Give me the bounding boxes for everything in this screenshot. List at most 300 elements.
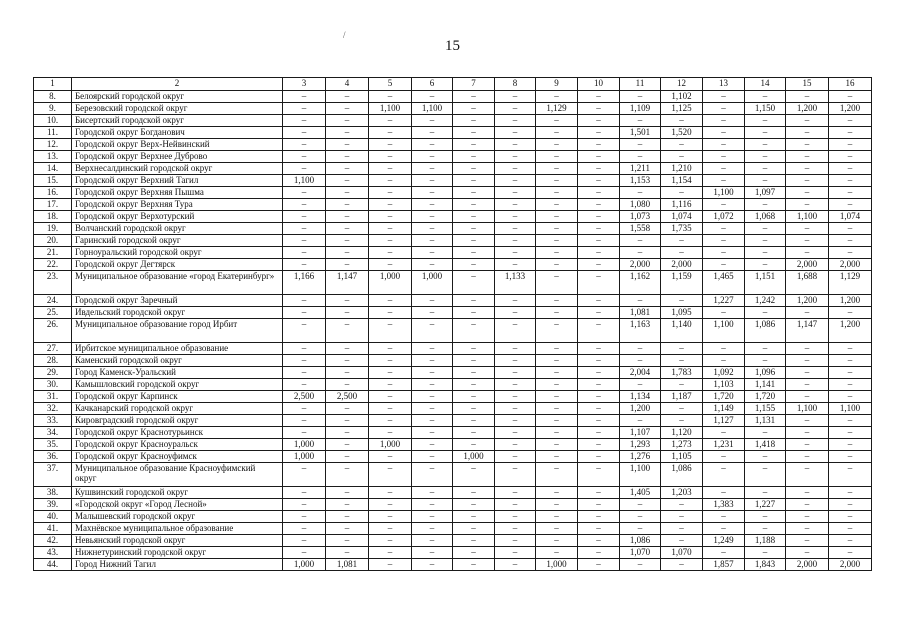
value-cell: 1,102 [661, 91, 703, 103]
value-cell: – [453, 319, 495, 343]
value-cell: – [578, 175, 620, 187]
value-cell: – [578, 523, 620, 535]
value-cell: 1,081 [620, 307, 661, 319]
value-cell: – [703, 259, 745, 271]
value-cell: – [412, 547, 453, 559]
value-cell: – [283, 535, 326, 547]
value-cell: – [326, 367, 369, 379]
value-cell: 1,200 [786, 295, 829, 307]
value-cell: – [578, 463, 620, 487]
value-cell: – [578, 535, 620, 547]
value-cell: 1,125 [661, 103, 703, 115]
value-cell: – [453, 343, 495, 355]
value-cell: 1,000 [283, 451, 326, 463]
value-cell: – [661, 523, 703, 535]
value-cell: – [829, 187, 872, 199]
value-cell: – [536, 91, 578, 103]
value-cell: 1,000 [536, 559, 578, 571]
value-cell: – [453, 91, 495, 103]
municipality-name: Камышловский городской округ [72, 379, 283, 391]
header-row [34, 78, 872, 91]
value-cell: – [453, 487, 495, 499]
value-cell: – [283, 343, 326, 355]
value-cell: – [283, 91, 326, 103]
municipality-name: Качканарский городской округ [72, 403, 283, 415]
value-cell: – [829, 163, 872, 175]
municipality-name: Городской округ Карпинск [72, 391, 283, 403]
value-cell: 1,227 [703, 295, 745, 307]
row-number: 18. [34, 211, 72, 223]
value-cell: – [283, 427, 326, 439]
value-cell: – [453, 271, 495, 295]
table-row [34, 307, 872, 319]
value-cell: – [578, 187, 620, 199]
value-cell: – [578, 379, 620, 391]
value-cell: – [326, 463, 369, 487]
value-cell: – [745, 511, 786, 523]
value-cell: – [326, 511, 369, 523]
value-cell: – [283, 511, 326, 523]
value-cell: 1,127 [703, 415, 745, 427]
value-cell: – [578, 427, 620, 439]
value-cell: – [829, 547, 872, 559]
value-cell: – [495, 199, 536, 211]
value-cell: – [536, 235, 578, 247]
value-cell: 1,150 [745, 103, 786, 115]
table-row [34, 271, 872, 295]
value-cell: – [283, 367, 326, 379]
column-header-16: 16 [829, 78, 872, 91]
value-cell: – [578, 139, 620, 151]
value-cell: – [453, 523, 495, 535]
value-cell: – [578, 415, 620, 427]
value-cell: – [283, 163, 326, 175]
value-cell: – [369, 343, 412, 355]
value-cell: – [578, 247, 620, 259]
value-cell: – [453, 235, 495, 247]
value-cell: – [412, 307, 453, 319]
value-cell: – [578, 355, 620, 367]
value-cell: – [495, 91, 536, 103]
value-cell: 1,188 [745, 535, 786, 547]
value-cell: – [536, 379, 578, 391]
value-cell: – [453, 175, 495, 187]
table-row [34, 91, 872, 103]
table-row [34, 187, 872, 199]
value-cell: – [829, 343, 872, 355]
value-cell: – [578, 499, 620, 511]
row-number: 36. [34, 451, 72, 463]
value-cell: – [786, 187, 829, 199]
row-number: 28. [34, 355, 72, 367]
value-cell: – [283, 523, 326, 535]
value-cell: – [412, 319, 453, 343]
row-number: 39. [34, 499, 72, 511]
value-cell: 1,109 [620, 103, 661, 115]
value-cell: – [703, 355, 745, 367]
value-cell: – [829, 427, 872, 439]
value-cell: – [412, 511, 453, 523]
table-row [34, 463, 872, 487]
value-cell: 1,068 [745, 211, 786, 223]
value-cell: 1,000 [283, 439, 326, 451]
value-cell: – [745, 223, 786, 235]
value-cell: – [412, 415, 453, 427]
row-number: 10. [34, 115, 72, 127]
value-cell: – [578, 451, 620, 463]
value-cell: – [326, 259, 369, 271]
column-header-7: 7 [453, 78, 495, 91]
value-cell: – [369, 547, 412, 559]
row-number: 21. [34, 247, 72, 259]
value-cell: – [369, 499, 412, 511]
value-cell: – [369, 295, 412, 307]
value-cell: 1,418 [745, 439, 786, 451]
value-cell: 1,080 [620, 199, 661, 211]
value-cell: – [829, 379, 872, 391]
page-number: 15 [445, 38, 460, 54]
municipality-name: Кировградский городской округ [72, 415, 283, 427]
value-cell: 1,211 [620, 163, 661, 175]
value-cell: 1,103 [703, 379, 745, 391]
column-header-11: 11 [620, 78, 661, 91]
value-cell: – [786, 535, 829, 547]
value-cell: 1,100 [283, 175, 326, 187]
value-cell: – [453, 535, 495, 547]
value-cell: – [536, 487, 578, 499]
value-cell: – [495, 463, 536, 487]
row-number: 16. [34, 187, 72, 199]
value-cell: – [745, 355, 786, 367]
value-cell: 1,072 [703, 211, 745, 223]
row-number: 27. [34, 343, 72, 355]
value-cell: – [661, 247, 703, 259]
value-cell: – [829, 115, 872, 127]
value-cell: – [786, 439, 829, 451]
value-cell: – [536, 367, 578, 379]
table-row [34, 151, 872, 163]
value-cell: – [453, 547, 495, 559]
value-cell: – [283, 139, 326, 151]
value-cell: 1,720 [703, 391, 745, 403]
value-cell: 1,200 [620, 403, 661, 415]
value-cell: – [786, 427, 829, 439]
value-cell: – [703, 151, 745, 163]
value-cell: – [536, 463, 578, 487]
municipality-name: Гаринский городской округ [72, 235, 283, 247]
municipality-name: Кушвинский городской округ [72, 487, 283, 499]
value-cell: 1,383 [703, 499, 745, 511]
value-cell: 1,276 [620, 451, 661, 463]
value-cell: – [578, 559, 620, 571]
value-cell: – [412, 427, 453, 439]
value-cell: – [703, 511, 745, 523]
value-cell: – [536, 115, 578, 127]
value-cell: – [578, 235, 620, 247]
value-cell: – [283, 403, 326, 415]
value-cell: 1,249 [703, 535, 745, 547]
value-cell: 1,151 [745, 271, 786, 295]
value-cell: – [326, 379, 369, 391]
value-cell: – [283, 463, 326, 487]
municipality-name: Городской округ Верхнее Дуброво [72, 151, 283, 163]
value-cell: – [745, 163, 786, 175]
value-cell: – [786, 91, 829, 103]
value-cell: – [745, 259, 786, 271]
value-cell: – [453, 391, 495, 403]
value-cell: – [536, 319, 578, 343]
value-cell: – [453, 439, 495, 451]
value-cell: – [661, 355, 703, 367]
value-cell: – [620, 151, 661, 163]
value-cell: 1,783 [661, 367, 703, 379]
table-row [34, 103, 872, 115]
value-cell: – [369, 115, 412, 127]
value-cell: 1,187 [661, 391, 703, 403]
row-number: 22. [34, 259, 72, 271]
value-cell: – [578, 403, 620, 415]
value-cell: – [495, 115, 536, 127]
value-cell: – [412, 199, 453, 211]
value-cell: – [453, 127, 495, 139]
value-cell: – [786, 223, 829, 235]
value-cell: – [453, 103, 495, 115]
value-cell: – [661, 403, 703, 415]
value-cell: – [786, 127, 829, 139]
row-number: 29. [34, 367, 72, 379]
value-cell: 1,133 [495, 271, 536, 295]
row-number: 30. [34, 379, 72, 391]
municipality-name: Нижнетуринский городской округ [72, 547, 283, 559]
municipality-name: «Городской округ «Город Лесной» [72, 499, 283, 511]
value-cell: – [495, 295, 536, 307]
table-row [34, 199, 872, 211]
municipality-name: Городской округ Богданович [72, 127, 283, 139]
value-cell: – [536, 391, 578, 403]
column-header-8: 8 [495, 78, 536, 91]
value-cell: – [829, 355, 872, 367]
value-cell: 1,293 [620, 439, 661, 451]
table-row [34, 223, 872, 235]
municipality-name: Городской округ Верх-Нейвинский [72, 139, 283, 151]
value-cell: – [412, 463, 453, 487]
municipality-name: Малышевский городской округ [72, 511, 283, 523]
municipality-name: Муниципальное образование «город Екатеринбург» [72, 271, 283, 295]
value-cell: – [412, 535, 453, 547]
value-cell: 1,200 [829, 103, 872, 115]
value-cell: – [829, 307, 872, 319]
value-cell: – [412, 355, 453, 367]
value-cell: 1,200 [829, 295, 872, 307]
value-cell: 1,100 [786, 211, 829, 223]
value-cell: 2,000 [786, 259, 829, 271]
value-cell: – [829, 175, 872, 187]
value-cell: – [453, 115, 495, 127]
value-cell: – [453, 355, 495, 367]
row-number: 24. [34, 295, 72, 307]
value-cell: – [578, 319, 620, 343]
row-number: 35. [34, 439, 72, 451]
value-cell: – [326, 451, 369, 463]
value-cell: – [620, 235, 661, 247]
value-cell: 1,200 [829, 319, 872, 343]
value-cell: – [703, 547, 745, 559]
value-cell: – [326, 499, 369, 511]
value-cell: – [453, 247, 495, 259]
municipality-name: Муниципальное образование город Ирбит [72, 319, 283, 343]
value-cell: – [829, 235, 872, 247]
value-cell: – [369, 379, 412, 391]
value-cell: – [326, 247, 369, 259]
value-cell: – [412, 175, 453, 187]
value-cell: 1,070 [661, 547, 703, 559]
value-cell: – [786, 415, 829, 427]
value-cell: – [745, 463, 786, 487]
value-cell: – [829, 451, 872, 463]
value-cell: – [745, 91, 786, 103]
value-cell: – [578, 487, 620, 499]
value-cell: – [495, 211, 536, 223]
row-number: 9. [34, 103, 72, 115]
value-cell: – [369, 199, 412, 211]
value-cell: – [326, 91, 369, 103]
value-cell: – [703, 247, 745, 259]
value-cell: – [369, 367, 412, 379]
table-row [34, 499, 872, 511]
value-cell: – [453, 307, 495, 319]
value-cell: – [578, 271, 620, 295]
value-cell: – [829, 139, 872, 151]
value-cell: – [829, 511, 872, 523]
table-row [34, 391, 872, 403]
value-cell: – [786, 451, 829, 463]
value-cell: 1,096 [745, 367, 786, 379]
value-cell: – [536, 199, 578, 211]
value-cell: – [369, 187, 412, 199]
value-cell: 1,141 [745, 379, 786, 391]
value-cell: – [283, 319, 326, 343]
value-cell: – [495, 103, 536, 115]
value-cell: – [369, 415, 412, 427]
value-cell: 1,095 [661, 307, 703, 319]
value-cell: – [536, 187, 578, 199]
value-cell: – [326, 439, 369, 451]
value-cell: – [661, 499, 703, 511]
value-cell: 1,129 [536, 103, 578, 115]
value-cell: – [283, 115, 326, 127]
value-cell: – [578, 127, 620, 139]
row-number: 41. [34, 523, 72, 535]
value-cell: 1,000 [369, 271, 412, 295]
municipality-name: Городской округ Верхняя Пышма [72, 187, 283, 199]
value-cell: – [829, 463, 872, 487]
value-cell: 1,100 [703, 187, 745, 199]
value-cell: – [786, 163, 829, 175]
table-row [34, 259, 872, 271]
value-cell: – [453, 151, 495, 163]
row-number: 17. [34, 199, 72, 211]
value-cell: – [326, 355, 369, 367]
value-cell: – [495, 355, 536, 367]
value-cell: – [536, 451, 578, 463]
municipality-name: Каменский городской округ [72, 355, 283, 367]
value-cell: – [745, 175, 786, 187]
value-cell: – [453, 379, 495, 391]
value-cell: – [412, 499, 453, 511]
value-cell: – [453, 211, 495, 223]
column-header-1: 1 [34, 78, 72, 91]
value-cell: – [326, 403, 369, 415]
value-cell: 1,163 [620, 319, 661, 343]
value-cell: – [369, 535, 412, 547]
value-cell: 1,520 [661, 127, 703, 139]
municipality-name: Городской округ Верхний Тагил [72, 175, 283, 187]
value-cell: – [283, 415, 326, 427]
municipality-name: Городской округ Краснотурьинск [72, 427, 283, 439]
table-row [34, 355, 872, 367]
value-cell: – [495, 499, 536, 511]
value-cell: – [536, 271, 578, 295]
municipality-name: Городской округ Верхняя Тура [72, 199, 283, 211]
value-cell: – [283, 187, 326, 199]
value-cell: – [369, 511, 412, 523]
value-cell: – [661, 559, 703, 571]
row-number: 14. [34, 163, 72, 175]
value-cell: – [453, 259, 495, 271]
column-header-2: 2 [72, 78, 283, 91]
value-cell: – [536, 175, 578, 187]
value-cell: – [536, 127, 578, 139]
value-cell: – [369, 247, 412, 259]
value-cell: – [703, 487, 745, 499]
value-cell: – [283, 235, 326, 247]
value-cell: – [661, 379, 703, 391]
value-cell: 1,129 [829, 271, 872, 295]
value-cell: – [703, 427, 745, 439]
municipality-name: Городской округ Заречный [72, 295, 283, 307]
value-cell: – [326, 115, 369, 127]
column-header-14: 14 [745, 78, 786, 91]
value-cell: – [369, 523, 412, 535]
value-cell: – [326, 295, 369, 307]
value-cell: 1,273 [661, 439, 703, 451]
value-cell: – [453, 187, 495, 199]
value-cell: – [536, 523, 578, 535]
value-cell: – [745, 139, 786, 151]
value-cell: 1,081 [326, 559, 369, 571]
value-cell: 1,155 [745, 403, 786, 415]
table-row [34, 115, 872, 127]
value-cell: – [536, 415, 578, 427]
value-cell: – [369, 451, 412, 463]
value-cell: 2,000 [661, 259, 703, 271]
value-cell: – [578, 295, 620, 307]
table-row [34, 535, 872, 547]
value-cell: 1,000 [412, 271, 453, 295]
value-cell: – [453, 139, 495, 151]
value-cell: – [578, 115, 620, 127]
value-cell: – [536, 343, 578, 355]
value-cell: – [536, 403, 578, 415]
value-cell: 1,100 [786, 403, 829, 415]
value-cell: – [495, 487, 536, 499]
value-cell: – [453, 367, 495, 379]
value-cell: – [495, 535, 536, 547]
value-cell: – [495, 511, 536, 523]
value-cell: – [703, 163, 745, 175]
value-cell: – [703, 103, 745, 115]
value-cell: – [661, 535, 703, 547]
